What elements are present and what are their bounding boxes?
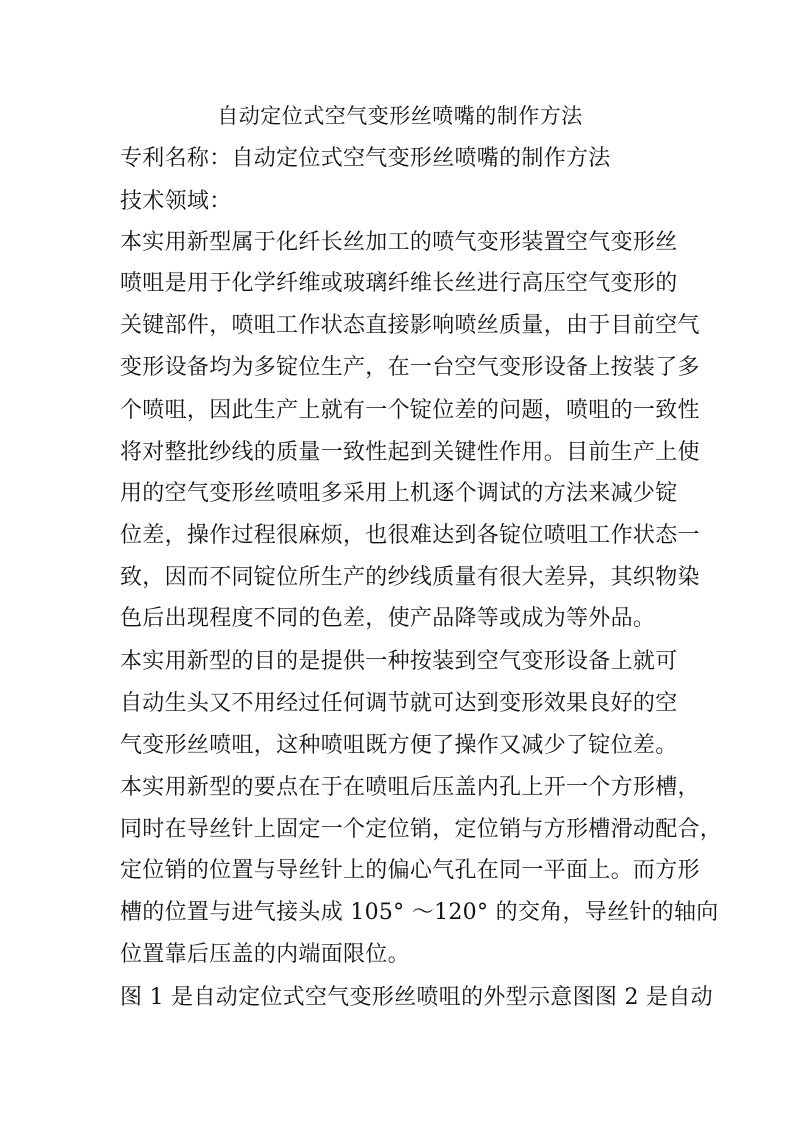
text-line: 定位销的位置与导丝针上的偏心气孔在同一平面上。而方形 xyxy=(120,858,700,883)
text-line: 个喷咀，因此生产上就有一个锭位差的问题，喷咀的一致性 xyxy=(120,398,700,423)
text-line: 将对整批纱线的质量一致性起到关键性作用。目前生产上使 xyxy=(120,440,700,465)
text-line: 本实用新型属于化纤长丝加工的喷气变形装置空气变形丝 xyxy=(120,230,678,255)
text-line: 专利名称：自动定位式空气变形丝喷嘴的制作方法 xyxy=(120,146,611,171)
document-title: 自动定位式空气变形丝喷嘴的制作方法 xyxy=(217,104,583,128)
text-line: 槽的位置与进气接头成 105° ～120° 的交角，导丝针的轴向 xyxy=(120,900,719,925)
text-line: 同时在导丝针上固定一个定位销，定位销与方形槽滑动配合， xyxy=(120,817,723,842)
text-line: 喷咀是用于化学纤维或玻璃纤维长丝进行高压空气变形的 xyxy=(120,271,678,296)
text-line: 本实用新型的要点在于在喷咀后压盖内孔上开一个方形槽， xyxy=(120,775,700,800)
text-line: 关键部件，喷咀工作状态直接影响喷丝质量，由于目前空气 xyxy=(120,313,700,338)
text-line: 气变形丝喷咀，这种喷咀既方便了操作又减少了锭位差。 xyxy=(120,733,678,758)
text-line: 致，因而不同锭位所生产的纱线质量有很大差异，其织物染 xyxy=(120,565,700,590)
text-line: 技术领域： xyxy=(120,189,232,214)
text-line: 变形设备均为多锭位生产，在一台空气变形设备上按装了多 xyxy=(120,355,700,380)
text-line: 色后出现程度不同的色差，使产品降等或成为等外品。 xyxy=(120,606,656,631)
text-line: 图 1 是自动定位式空气变形丝喷咀的外型示意图图 2 是自动 xyxy=(120,985,713,1010)
text-line: 自动生头又不用经过任何调节就可达到变形效果良好的空 xyxy=(120,691,678,716)
text-line: 用的空气变形丝喷咀多采用上机逐个调试的方法来减少锭 xyxy=(120,481,678,506)
text-line: 位差，操作过程很麻烦，也很难达到各锭位喷咀工作状态一 xyxy=(120,523,700,548)
text-line: 位置靠后压盖的内端面限位。 xyxy=(120,942,410,967)
text-line: 本实用新型的目的是提供一种按装到空气变形设备上就可 xyxy=(120,649,678,674)
